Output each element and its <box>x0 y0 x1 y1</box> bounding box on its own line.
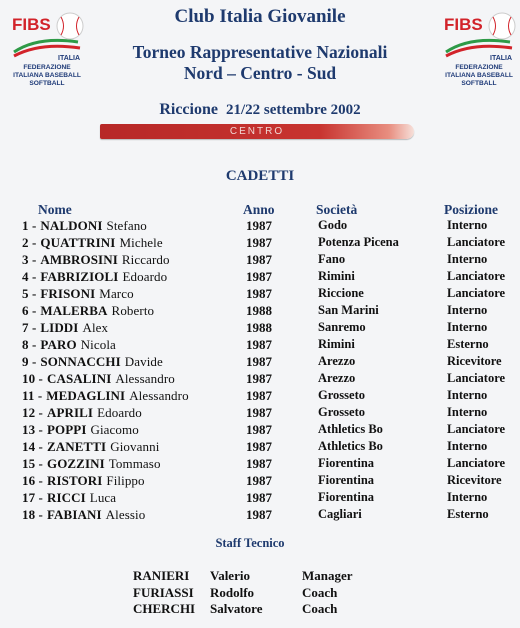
player-row <box>0 303 520 320</box>
staff-role: Manager <box>302 568 353 583</box>
player-firstname: Alessio <box>105 507 146 522</box>
player-row <box>0 473 520 490</box>
player-year: 1987 <box>246 354 272 369</box>
player-club: San Marini <box>318 303 379 317</box>
player-club: Grosseto <box>318 388 365 402</box>
player-name <box>22 507 145 523</box>
venue: Riccione <box>159 101 218 118</box>
player-row <box>0 507 520 524</box>
player-firstname: Edoardo <box>97 405 142 420</box>
player-year: 1987 <box>246 371 272 386</box>
player-club: Sanremo <box>318 320 366 334</box>
player-position: Lanciatore <box>447 422 506 436</box>
player-name <box>22 354 163 370</box>
player-row <box>0 405 520 422</box>
player-club: Fiorentina <box>318 456 375 470</box>
player-position: Interno <box>447 490 488 504</box>
staff-firstname: Salvatore <box>210 601 263 616</box>
player-year: 1988 <box>246 320 272 335</box>
player-club: Arezzo <box>318 354 356 368</box>
player-row <box>0 337 520 354</box>
player-surname: LIDDI <box>40 320 79 335</box>
fibs-country-text: ITALIA <box>58 55 81 62</box>
staff-firstname: Rodolfo <box>210 584 255 600</box>
player-firstname: Alex <box>82 320 109 335</box>
player-club: Grosseto <box>318 405 365 419</box>
player-number: 11 - <box>22 388 43 403</box>
column-header-year: Anno <box>243 202 275 217</box>
player-row <box>0 269 520 286</box>
player-position: Lanciatore <box>447 286 506 300</box>
region-banner <box>100 124 414 139</box>
player-name <box>22 439 159 455</box>
tournament-regions: Nord – Centro - Sud <box>183 63 337 83</box>
event-date: 21/22 settembre 2002 <box>225 102 361 118</box>
player-year: 1987 <box>246 422 272 437</box>
player-year: 1987 <box>246 269 272 284</box>
player-club: Fano <box>318 252 346 266</box>
fibs-brand-text: FIBS <box>12 15 51 34</box>
player-row <box>0 235 520 252</box>
player-surname: FABRIZIOLI <box>40 269 119 284</box>
player-surname: AMBROSINI <box>40 252 118 267</box>
player-surname: APRILI <box>46 405 94 420</box>
player-firstname: Giovanni <box>110 439 160 454</box>
player-name <box>22 490 116 506</box>
player-number: 8 - <box>22 337 37 352</box>
player-firstname: Michele <box>119 235 163 250</box>
staff-list <box>0 568 520 618</box>
player-number: 7 - <box>22 320 37 335</box>
player-row <box>0 252 520 269</box>
player-year: 1987 <box>246 252 272 267</box>
player-year: 1987 <box>246 456 272 471</box>
player-name <box>22 473 145 489</box>
player-position: Lanciatore <box>447 456 506 470</box>
staff-surname: FURIASSI <box>133 584 194 600</box>
player-year: 1987 <box>246 286 272 301</box>
player-club: Cagliari <box>318 507 362 521</box>
player-name <box>22 388 189 404</box>
player-name <box>22 456 161 472</box>
player-position: Interno <box>447 439 488 453</box>
player-name <box>22 252 170 268</box>
player-position: Interno <box>447 405 488 419</box>
player-number: 5 - <box>22 286 37 301</box>
player-surname: RISTORI <box>46 473 103 488</box>
staff-firstname: Valerio <box>210 568 250 583</box>
player-row <box>0 490 520 507</box>
player-firstname: Alessandro <box>115 371 175 386</box>
region-banner-label: CENTRO <box>229 126 285 137</box>
player-number: 6 - <box>22 303 37 318</box>
column-header-name: Nome <box>38 202 72 217</box>
player-position: Lanciatore <box>447 235 506 249</box>
player-name <box>22 405 142 421</box>
category-heading: CADETTI <box>225 168 295 184</box>
player-number: 17 - <box>22 490 43 505</box>
player-surname: SONNACCHI <box>40 354 121 369</box>
player-row <box>0 439 520 456</box>
player-position: Esterno <box>447 337 489 351</box>
player-club: Riccione <box>318 286 364 300</box>
player-position: Interno <box>447 388 488 402</box>
player-firstname: Marco <box>99 286 134 301</box>
player-position: Ricevitore <box>447 354 502 368</box>
player-firstname: Nicola <box>80 337 116 352</box>
player-position: Lanciatore <box>447 269 506 283</box>
player-surname: RICCI <box>46 490 86 505</box>
federation-name: FEDERAZIONE ITALIANA BASEBALL SOFTBALL <box>445 64 513 87</box>
player-year: 1987 <box>246 235 272 250</box>
venue-date-line <box>0 101 520 119</box>
player-surname: MALERBA <box>40 303 108 318</box>
player-surname: MEDAGLINI <box>46 388 126 403</box>
player-club: Arezzo <box>318 371 356 385</box>
player-number: 3 - <box>22 252 37 267</box>
column-header-position: Posizione <box>444 202 498 217</box>
column-header-club: Società <box>316 202 358 217</box>
player-year: 1987 <box>246 490 272 505</box>
player-surname: PARO <box>40 337 77 352</box>
player-club: Rimini <box>318 337 355 351</box>
player-surname: CASALINI <box>46 371 112 386</box>
player-firstname: Giacomo <box>90 422 139 437</box>
tournament-name: Torneo Rappresentative Nazionali <box>132 42 388 62</box>
player-surname: NALDONI <box>40 218 103 233</box>
player-club: Rimini <box>318 269 355 283</box>
staff-row <box>0 601 520 618</box>
player-number: 16 - <box>22 473 43 488</box>
player-name <box>22 235 163 251</box>
player-club: Athletics Bo <box>318 422 383 436</box>
fibs-country-text: ITALIA <box>490 55 513 62</box>
player-surname: QUATTRINI <box>40 235 116 250</box>
player-row <box>0 218 520 235</box>
player-firstname: Tommaso <box>108 456 161 471</box>
player-year: 1987 <box>246 507 272 522</box>
player-year: 1987 <box>246 473 272 488</box>
player-firstname: Filippo <box>106 473 145 488</box>
staff-row <box>0 585 520 602</box>
player-name <box>22 286 134 302</box>
staff-row <box>0 568 520 585</box>
player-name <box>22 320 108 336</box>
player-year: 1987 <box>246 439 272 454</box>
player-row <box>0 286 520 303</box>
player-club: Fiorentina <box>318 490 375 504</box>
player-firstname: Luca <box>89 490 117 505</box>
player-name <box>22 371 175 387</box>
staff-role: Coach <box>302 601 338 616</box>
player-surname: POPPI <box>46 422 87 437</box>
player-roster <box>0 218 520 524</box>
player-row <box>0 354 520 371</box>
player-position: Lanciatore <box>447 371 506 385</box>
player-name <box>22 303 154 319</box>
player-club: Fiorentina <box>318 473 375 487</box>
player-name <box>22 422 139 438</box>
player-row <box>0 371 520 388</box>
player-firstname: Riccardo <box>121 252 170 267</box>
player-name <box>22 337 116 353</box>
player-number: 9 - <box>22 354 37 369</box>
player-position: Interno <box>447 320 488 334</box>
player-number: 18 - <box>22 507 43 522</box>
fibs-brand-text: FIBS <box>444 15 483 34</box>
player-number: 13 - <box>22 422 43 437</box>
player-firstname: Alessandro <box>129 388 189 403</box>
player-year: 1987 <box>246 218 272 233</box>
player-surname: ZANETTI <box>46 439 107 454</box>
player-club: Athletics Bo <box>318 439 383 453</box>
player-name <box>22 269 167 285</box>
federation-name: FEDERAZIONE ITALIANA BASEBALL SOFTBALL <box>13 64 81 87</box>
player-year: 1987 <box>246 405 272 420</box>
player-position: Interno <box>447 252 488 266</box>
player-position: Interno <box>447 218 488 232</box>
player-number: 15 - <box>22 456 43 471</box>
player-year: 1987 <box>246 337 272 352</box>
player-firstname: Edoardo <box>122 269 168 284</box>
player-number: 1 - <box>22 218 37 233</box>
staff-heading: Staff Tecnico <box>215 536 285 550</box>
player-number: 10 - <box>22 371 43 386</box>
player-number: 12 - <box>22 405 43 420</box>
player-club: Godo <box>318 218 348 232</box>
player-number: 4 - <box>22 269 37 284</box>
page-title: Club Italia Giovanile <box>174 6 346 27</box>
player-row <box>0 456 520 473</box>
player-name <box>22 218 147 234</box>
staff-surname: CHERCHI <box>133 601 196 616</box>
player-year: 1987 <box>246 388 272 403</box>
staff-surname: RANIERI <box>133 568 190 583</box>
player-surname: FRISONI <box>40 286 96 301</box>
player-firstname: Roberto <box>111 303 155 318</box>
player-surname: GOZZINI <box>46 456 105 471</box>
player-surname: FABIANI <box>46 507 102 522</box>
player-number: 2 - <box>22 235 37 250</box>
player-firstname: Davide <box>124 354 163 369</box>
player-position: Esterno <box>447 507 489 521</box>
player-club: Potenza Picena <box>318 235 399 249</box>
player-firstname: Stefano <box>106 218 147 233</box>
player-year: 1988 <box>246 303 272 318</box>
player-position: Ricevitore <box>447 473 502 487</box>
staff-role: Coach <box>302 584 338 600</box>
player-row <box>0 388 520 405</box>
player-row <box>0 422 520 439</box>
player-row <box>0 320 520 337</box>
player-position: Interno <box>447 303 488 317</box>
player-number: 14 - <box>22 439 43 454</box>
